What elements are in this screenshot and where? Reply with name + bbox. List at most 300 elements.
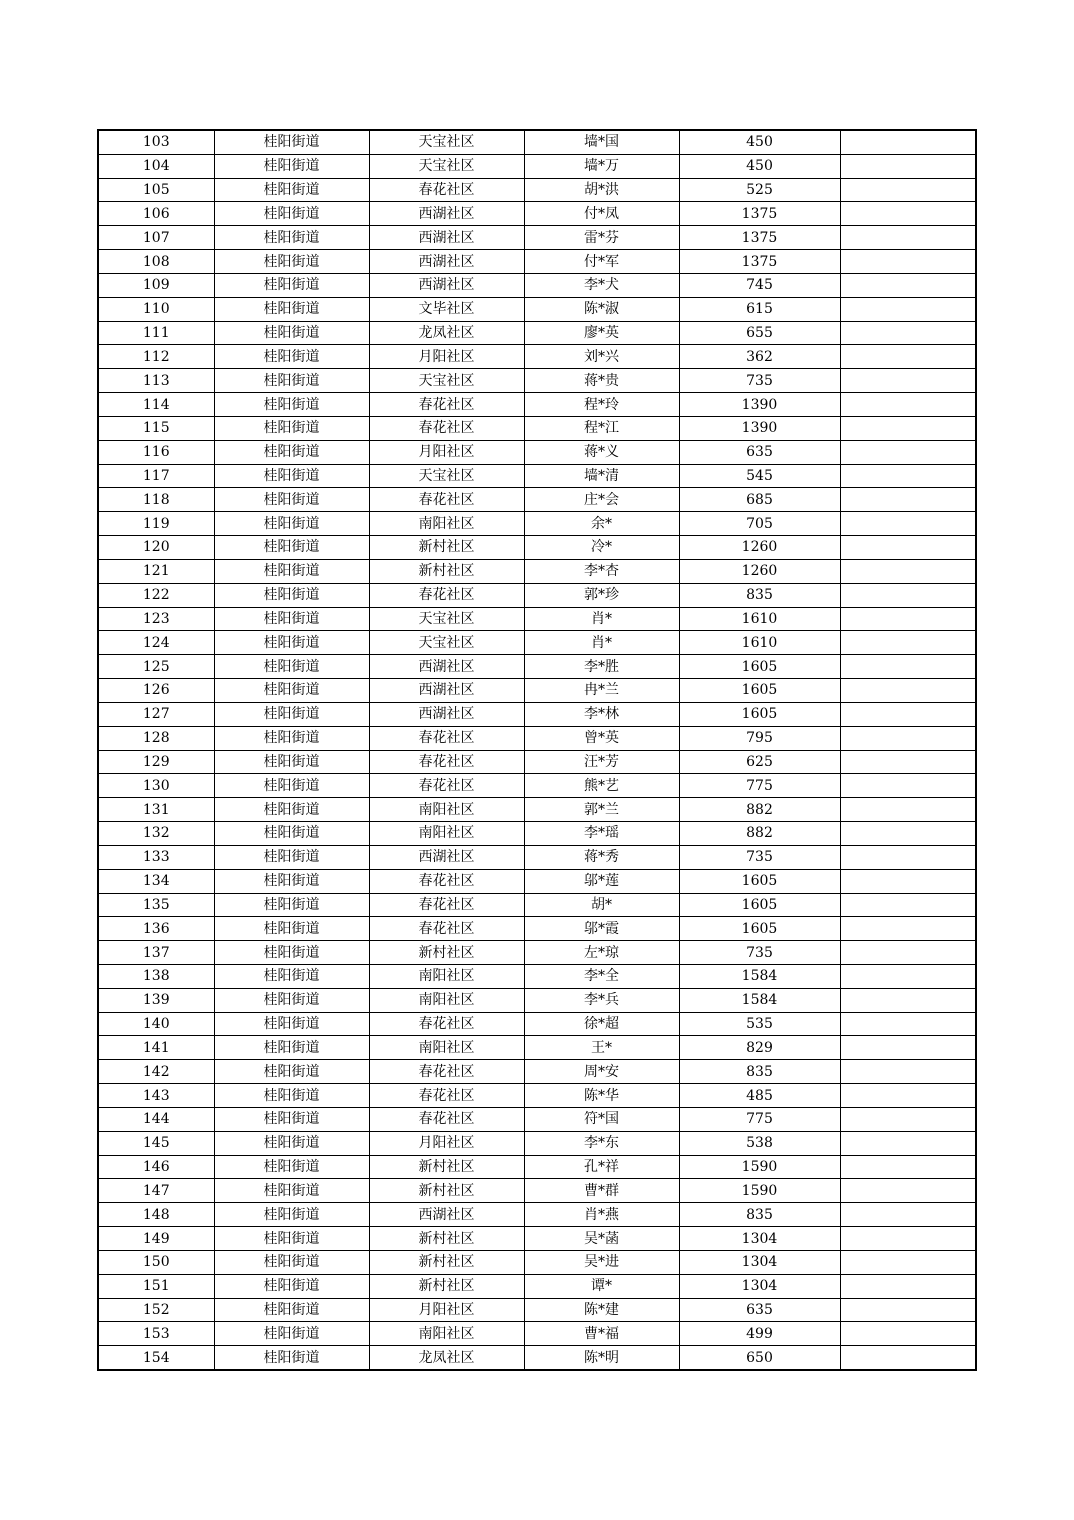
cell-name: 邬*莲 (524, 869, 679, 893)
cell-amount: 1605 (679, 869, 840, 893)
cell-name: 曾*英 (524, 726, 679, 750)
table-row (98, 964, 976, 988)
cell-community: 新村社区 (369, 1250, 524, 1274)
cell-community: 春花社区 (369, 1060, 524, 1084)
cell-index: 148 (98, 1203, 214, 1227)
table-row (98, 1203, 976, 1227)
cell-index: 140 (98, 1012, 214, 1036)
cell-subdistrict: 桂阳街道 (214, 774, 369, 798)
cell-name: 孔*祥 (524, 1155, 679, 1179)
cell-community: 南阳社区 (369, 964, 524, 988)
cell-community: 新村社区 (369, 1179, 524, 1203)
cell-subdistrict: 桂阳街道 (214, 559, 369, 583)
cell-index: 141 (98, 1036, 214, 1060)
cell-community: 天宝社区 (369, 631, 524, 655)
cell-name: 徐*超 (524, 1012, 679, 1036)
cell-remark (840, 154, 976, 178)
cell-name: 雷*芬 (524, 226, 679, 250)
cell-community: 月阳社区 (369, 1298, 524, 1322)
cell-index: 124 (98, 631, 214, 655)
cell-amount: 450 (679, 154, 840, 178)
cell-name: 陈*建 (524, 1298, 679, 1322)
cell-remark (840, 273, 976, 297)
cell-subdistrict: 桂阳街道 (214, 393, 369, 417)
cell-remark (840, 750, 976, 774)
cell-name: 吴*菡 (524, 1227, 679, 1251)
cell-remark (840, 1227, 976, 1251)
cell-amount: 615 (679, 297, 840, 321)
cell-name: 蒋*贵 (524, 369, 679, 393)
cell-name: 肖*燕 (524, 1203, 679, 1227)
cell-community: 春花社区 (369, 726, 524, 750)
cell-amount: 835 (679, 1060, 840, 1084)
cell-name: 胡*洪 (524, 178, 679, 202)
table-row (98, 416, 976, 440)
cell-index: 131 (98, 798, 214, 822)
cell-amount: 1605 (679, 893, 840, 917)
cell-name: 符*国 (524, 1107, 679, 1131)
cell-subdistrict: 桂阳街道 (214, 1060, 369, 1084)
cell-amount: 499 (679, 1322, 840, 1346)
cell-subdistrict: 桂阳街道 (214, 1346, 369, 1370)
cell-index: 107 (98, 226, 214, 250)
cell-index: 117 (98, 464, 214, 488)
cell-subdistrict: 桂阳街道 (214, 822, 369, 846)
cell-subdistrict: 桂阳街道 (214, 440, 369, 464)
cell-amount: 535 (679, 1012, 840, 1036)
cell-remark (840, 202, 976, 226)
cell-amount: 1260 (679, 536, 840, 560)
cell-community: 西湖社区 (369, 273, 524, 297)
cell-community: 天宝社区 (369, 607, 524, 631)
table-row (98, 798, 976, 822)
cell-remark (840, 631, 976, 655)
cell-remark (840, 393, 976, 417)
data-table (97, 129, 977, 1371)
cell-remark (840, 798, 976, 822)
table-row (98, 1250, 976, 1274)
cell-amount: 882 (679, 822, 840, 846)
cell-subdistrict: 桂阳街道 (214, 1155, 369, 1179)
table-row (98, 631, 976, 655)
cell-name: 陈*淑 (524, 297, 679, 321)
cell-index: 137 (98, 941, 214, 965)
table-row (98, 1012, 976, 1036)
cell-amount: 1304 (679, 1227, 840, 1251)
cell-community: 西湖社区 (369, 679, 524, 703)
cell-amount: 829 (679, 1036, 840, 1060)
table-row (98, 1060, 976, 1084)
table-row (98, 679, 976, 703)
cell-name: 熊*艺 (524, 774, 679, 798)
cell-subdistrict: 桂阳街道 (214, 964, 369, 988)
cell-community: 南阳社区 (369, 798, 524, 822)
cell-subdistrict: 桂阳街道 (214, 726, 369, 750)
cell-index: 119 (98, 512, 214, 536)
table-row (98, 488, 976, 512)
cell-amount: 1590 (679, 1155, 840, 1179)
cell-subdistrict: 桂阳街道 (214, 798, 369, 822)
cell-name: 墙*国 (524, 130, 679, 154)
cell-amount: 835 (679, 1203, 840, 1227)
cell-amount: 1584 (679, 964, 840, 988)
cell-amount: 735 (679, 369, 840, 393)
table-row (98, 1131, 976, 1155)
table-row (98, 655, 976, 679)
cell-amount: 735 (679, 845, 840, 869)
cell-subdistrict: 桂阳街道 (214, 1179, 369, 1203)
cell-name: 李*林 (524, 702, 679, 726)
cell-community: 春花社区 (369, 1107, 524, 1131)
cell-name: 谭* (524, 1274, 679, 1298)
cell-subdistrict: 桂阳街道 (214, 1274, 369, 1298)
cell-community: 龙凤社区 (369, 1346, 524, 1370)
cell-community: 春花社区 (369, 488, 524, 512)
table-row (98, 1298, 976, 1322)
cell-remark (840, 536, 976, 560)
cell-subdistrict: 桂阳街道 (214, 941, 369, 965)
table-row (98, 464, 976, 488)
cell-remark (840, 369, 976, 393)
cell-community: 月阳社区 (369, 440, 524, 464)
cell-subdistrict: 桂阳街道 (214, 536, 369, 560)
cell-index: 120 (98, 536, 214, 560)
cell-index: 149 (98, 1227, 214, 1251)
cell-remark (840, 941, 976, 965)
cell-subdistrict: 桂阳街道 (214, 845, 369, 869)
cell-subdistrict: 桂阳街道 (214, 250, 369, 274)
cell-index: 142 (98, 1060, 214, 1084)
cell-name: 冷* (524, 536, 679, 560)
cell-name: 陈*明 (524, 1346, 679, 1370)
cell-amount: 450 (679, 130, 840, 154)
cell-amount: 655 (679, 321, 840, 345)
cell-amount: 1610 (679, 607, 840, 631)
cell-subdistrict: 桂阳街道 (214, 202, 369, 226)
cell-subdistrict: 桂阳街道 (214, 1036, 369, 1060)
cell-index: 145 (98, 1131, 214, 1155)
cell-community: 月阳社区 (369, 345, 524, 369)
cell-name: 吴*进 (524, 1250, 679, 1274)
cell-community: 新村社区 (369, 1155, 524, 1179)
cell-name: 李*杏 (524, 559, 679, 583)
cell-name: 邬*霞 (524, 917, 679, 941)
cell-index: 122 (98, 583, 214, 607)
cell-name: 郭*珍 (524, 583, 679, 607)
cell-name: 李*胜 (524, 655, 679, 679)
cell-community: 春花社区 (369, 416, 524, 440)
cell-community: 天宝社区 (369, 130, 524, 154)
table-row (98, 726, 976, 750)
cell-subdistrict: 桂阳街道 (214, 917, 369, 941)
cell-subdistrict: 桂阳街道 (214, 345, 369, 369)
cell-remark (840, 1060, 976, 1084)
cell-amount: 1375 (679, 226, 840, 250)
cell-amount: 1590 (679, 1179, 840, 1203)
cell-amount: 882 (679, 798, 840, 822)
cell-index: 135 (98, 893, 214, 917)
table-row (98, 607, 976, 631)
cell-remark (840, 655, 976, 679)
cell-remark (840, 1322, 976, 1346)
cell-name: 墙*清 (524, 464, 679, 488)
cell-index: 146 (98, 1155, 214, 1179)
table-row (98, 440, 976, 464)
cell-amount: 745 (679, 273, 840, 297)
cell-remark (840, 226, 976, 250)
cell-index: 130 (98, 774, 214, 798)
cell-community: 新村社区 (369, 1227, 524, 1251)
cell-name: 程*江 (524, 416, 679, 440)
table-row (98, 917, 976, 941)
table-row (98, 178, 976, 202)
cell-community: 春花社区 (369, 1084, 524, 1108)
cell-remark (840, 845, 976, 869)
cell-subdistrict: 桂阳街道 (214, 512, 369, 536)
cell-amount: 1610 (679, 631, 840, 655)
cell-subdistrict: 桂阳街道 (214, 488, 369, 512)
table-row (98, 893, 976, 917)
cell-index: 111 (98, 321, 214, 345)
cell-remark (840, 1084, 976, 1108)
table-row (98, 1274, 976, 1298)
table-row (98, 536, 976, 560)
cell-community: 春花社区 (369, 178, 524, 202)
cell-index: 134 (98, 869, 214, 893)
cell-index: 133 (98, 845, 214, 869)
cell-index: 147 (98, 1179, 214, 1203)
cell-name: 王* (524, 1036, 679, 1060)
table-row (98, 1155, 976, 1179)
cell-community: 新村社区 (369, 1274, 524, 1298)
cell-name: 蒋*义 (524, 440, 679, 464)
table-row (98, 393, 976, 417)
cell-amount: 635 (679, 440, 840, 464)
table-row (98, 1036, 976, 1060)
cell-index: 154 (98, 1346, 214, 1370)
cell-remark (840, 1203, 976, 1227)
cell-name: 李*兵 (524, 988, 679, 1012)
cell-subdistrict: 桂阳街道 (214, 750, 369, 774)
cell-remark (840, 1155, 976, 1179)
cell-name: 周*安 (524, 1060, 679, 1084)
cell-name: 汪*芳 (524, 750, 679, 774)
cell-remark (840, 440, 976, 464)
cell-community: 春花社区 (369, 774, 524, 798)
cell-remark (840, 559, 976, 583)
cell-subdistrict: 桂阳街道 (214, 130, 369, 154)
cell-remark (840, 297, 976, 321)
cell-community: 春花社区 (369, 869, 524, 893)
table-row (98, 1227, 976, 1251)
cell-amount: 735 (679, 941, 840, 965)
cell-community: 春花社区 (369, 917, 524, 941)
cell-subdistrict: 桂阳街道 (214, 1131, 369, 1155)
cell-subdistrict: 桂阳街道 (214, 702, 369, 726)
cell-subdistrict: 桂阳街道 (214, 869, 369, 893)
cell-index: 112 (98, 345, 214, 369)
cell-remark (840, 726, 976, 750)
cell-amount: 1390 (679, 393, 840, 417)
cell-amount: 545 (679, 464, 840, 488)
cell-amount: 795 (679, 726, 840, 750)
cell-community: 春花社区 (369, 583, 524, 607)
cell-name: 蒋*秀 (524, 845, 679, 869)
cell-subdistrict: 桂阳街道 (214, 1107, 369, 1131)
cell-community: 龙凤社区 (369, 321, 524, 345)
cell-community: 天宝社区 (369, 464, 524, 488)
table-row (98, 1179, 976, 1203)
cell-remark (840, 583, 976, 607)
cell-subdistrict: 桂阳街道 (214, 226, 369, 250)
cell-subdistrict: 桂阳街道 (214, 1298, 369, 1322)
cell-amount: 1605 (679, 679, 840, 703)
cell-name: 胡* (524, 893, 679, 917)
table-row (98, 130, 976, 154)
table-row (98, 869, 976, 893)
cell-remark (840, 512, 976, 536)
cell-name: 曹*群 (524, 1179, 679, 1203)
cell-index: 132 (98, 822, 214, 846)
cell-amount: 835 (679, 583, 840, 607)
cell-remark (840, 822, 976, 846)
cell-remark (840, 130, 976, 154)
cell-community: 南阳社区 (369, 988, 524, 1012)
cell-name: 陈*华 (524, 1084, 679, 1108)
cell-index: 139 (98, 988, 214, 1012)
cell-amount: 1390 (679, 416, 840, 440)
cell-community: 天宝社区 (369, 369, 524, 393)
table-row (98, 941, 976, 965)
cell-index: 126 (98, 679, 214, 703)
cell-subdistrict: 桂阳街道 (214, 1012, 369, 1036)
cell-community: 西湖社区 (369, 655, 524, 679)
cell-amount: 538 (679, 1131, 840, 1155)
cell-remark (840, 1346, 976, 1370)
cell-community: 春花社区 (369, 393, 524, 417)
cell-index: 115 (98, 416, 214, 440)
cell-amount: 650 (679, 1346, 840, 1370)
cell-amount: 1605 (679, 655, 840, 679)
table-row (98, 774, 976, 798)
cell-community: 西湖社区 (369, 250, 524, 274)
cell-community: 新村社区 (369, 559, 524, 583)
table-row (98, 273, 976, 297)
table-row (98, 988, 976, 1012)
cell-amount: 525 (679, 178, 840, 202)
cell-remark (840, 917, 976, 941)
cell-subdistrict: 桂阳街道 (214, 1203, 369, 1227)
cell-amount: 1260 (679, 559, 840, 583)
cell-remark (840, 416, 976, 440)
cell-community: 新村社区 (369, 536, 524, 560)
cell-subdistrict: 桂阳街道 (214, 321, 369, 345)
cell-index: 128 (98, 726, 214, 750)
cell-name: 墙*万 (524, 154, 679, 178)
cell-community: 西湖社区 (369, 1203, 524, 1227)
table-row (98, 1346, 976, 1370)
cell-index: 123 (98, 607, 214, 631)
cell-remark (840, 1107, 976, 1131)
cell-remark (840, 1036, 976, 1060)
table-row (98, 154, 976, 178)
table-row (98, 1107, 976, 1131)
cell-index: 151 (98, 1274, 214, 1298)
cell-remark (840, 345, 976, 369)
cell-amount: 1375 (679, 202, 840, 226)
cell-name: 郭*兰 (524, 798, 679, 822)
table-row (98, 512, 976, 536)
cell-name: 李*瑶 (524, 822, 679, 846)
cell-remark (840, 1179, 976, 1203)
cell-subdistrict: 桂阳街道 (214, 154, 369, 178)
cell-index: 129 (98, 750, 214, 774)
table-row (98, 297, 976, 321)
cell-index: 118 (98, 488, 214, 512)
cell-name: 曹*福 (524, 1322, 679, 1346)
cell-subdistrict: 桂阳街道 (214, 178, 369, 202)
cell-community: 南阳社区 (369, 822, 524, 846)
cell-index: 109 (98, 273, 214, 297)
cell-remark (840, 774, 976, 798)
cell-index: 103 (98, 130, 214, 154)
cell-name: 李*东 (524, 1131, 679, 1155)
cell-remark (840, 607, 976, 631)
cell-remark (840, 893, 976, 917)
cell-remark (840, 869, 976, 893)
cell-name: 余* (524, 512, 679, 536)
cell-index: 110 (98, 297, 214, 321)
cell-name: 肖* (524, 631, 679, 655)
table-row (98, 702, 976, 726)
cell-index: 114 (98, 393, 214, 417)
cell-subdistrict: 桂阳街道 (214, 1084, 369, 1108)
cell-remark (840, 964, 976, 988)
cell-community: 南阳社区 (369, 1036, 524, 1060)
cell-amount: 362 (679, 345, 840, 369)
cell-remark (840, 1012, 976, 1036)
cell-index: 104 (98, 154, 214, 178)
cell-amount: 1304 (679, 1274, 840, 1298)
cell-community: 西湖社区 (369, 226, 524, 250)
cell-amount: 1304 (679, 1250, 840, 1274)
cell-amount: 485 (679, 1084, 840, 1108)
table-row (98, 1322, 976, 1346)
cell-remark (840, 679, 976, 703)
table-row (98, 345, 976, 369)
cell-index: 125 (98, 655, 214, 679)
table-row (98, 822, 976, 846)
cell-index: 144 (98, 1107, 214, 1131)
cell-subdistrict: 桂阳街道 (214, 369, 369, 393)
cell-index: 127 (98, 702, 214, 726)
cell-amount: 1584 (679, 988, 840, 1012)
cell-amount: 685 (679, 488, 840, 512)
cell-index: 136 (98, 917, 214, 941)
cell-name: 付*军 (524, 250, 679, 274)
cell-community: 南阳社区 (369, 512, 524, 536)
cell-remark (840, 1131, 976, 1155)
cell-remark (840, 488, 976, 512)
cell-name: 刘*兴 (524, 345, 679, 369)
table-row (98, 250, 976, 274)
cell-amount: 625 (679, 750, 840, 774)
cell-subdistrict: 桂阳街道 (214, 416, 369, 440)
table-row (98, 369, 976, 393)
cell-remark (840, 1298, 976, 1322)
cell-index: 106 (98, 202, 214, 226)
cell-index: 121 (98, 559, 214, 583)
